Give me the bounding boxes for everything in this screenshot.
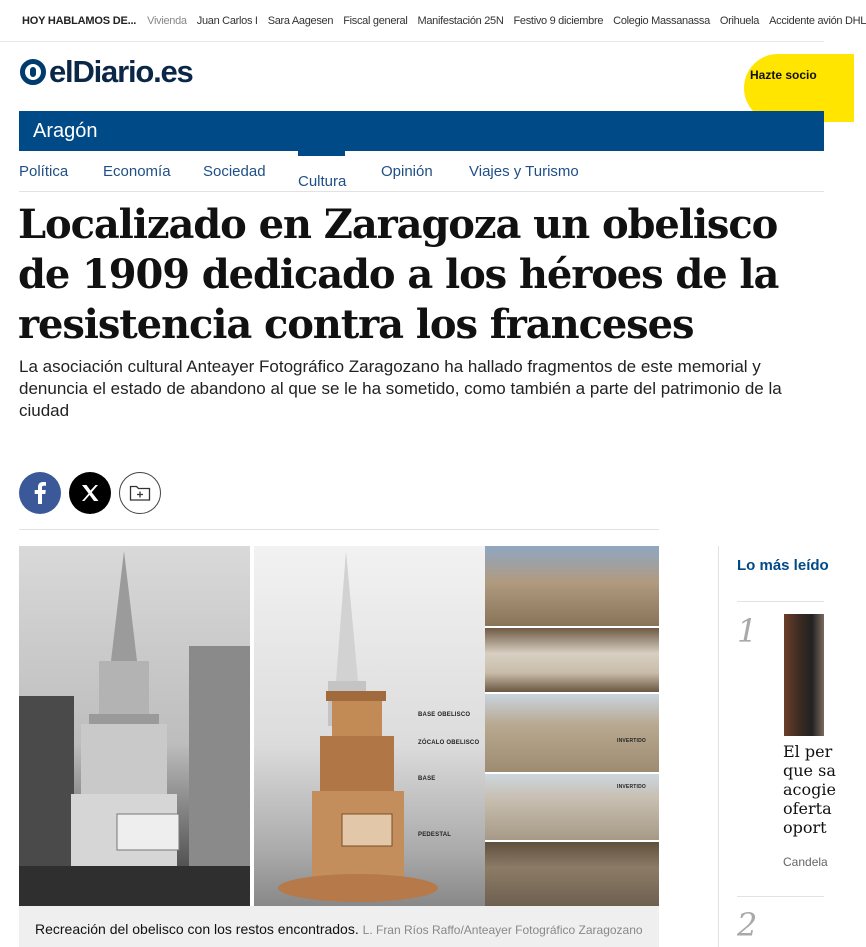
trending-bar — [0, 0, 866, 42]
most-read-headline[interactable] — [783, 742, 843, 837]
subnav-item-politica[interactable]: Política — [19, 163, 69, 180]
most-read-title: Lo más leído — [737, 557, 829, 574]
trending-tag[interactable]: Colegio Massanassa — [613, 14, 710, 27]
headline-line: acogie — [783, 780, 836, 799]
subnav-item-sociedad[interactable]: Sociedad — [203, 163, 266, 180]
trending-tag[interactable]: Fiscal general — [343, 14, 408, 27]
share-x-button[interactable] — [69, 472, 111, 514]
annotation-base: BASE — [418, 776, 436, 782]
fragment-photo-5 — [485, 842, 659, 906]
most-read-author: Candela — [783, 855, 828, 869]
subnav-item-economia[interactable]: Economía — [103, 163, 171, 180]
headline-line: oport — [783, 818, 827, 837]
save-to-folder-button[interactable] — [119, 472, 161, 514]
fragment-photo-4 — [485, 774, 659, 840]
logo-text: elDiario.es — [49, 54, 193, 89]
section-subnav — [19, 151, 824, 192]
trending-tag[interactable]: Manifestación 25N — [417, 14, 504, 27]
trending-label: HOY HABLAMOS DE... — [22, 14, 137, 27]
most-read-thumbnail[interactable] — [784, 614, 824, 736]
trending-tag[interactable]: Accidente avión DHL — [769, 14, 866, 27]
annotation-pedestal: PEDESTAL — [418, 832, 452, 838]
subscribe-label: Hazte socio — [750, 68, 817, 82]
article-headline: Localizado en Zaragoza un obelisco de 1909 dedicado a los héroes de la resistencia contra los franceses — [18, 201, 779, 348]
trending-tag[interactable]: Juan Carlos I — [196, 14, 258, 27]
site-header — [0, 42, 824, 110]
subnav-item-viajes[interactable]: Viajes y Turismo — [469, 163, 579, 180]
subnav-item-cultura[interactable]: Cultura — [298, 173, 347, 190]
folder-add-icon — [129, 484, 151, 502]
annotation-invertido: INVERTIDO — [617, 738, 647, 744]
x-icon — [80, 483, 100, 503]
most-read-rank: 1 — [737, 612, 758, 650]
section-bar[interactable] — [19, 111, 824, 151]
logo-icon — [20, 59, 46, 85]
article-summary: La asociación cultural Anteayer Fotográfico Zaragozano ha hallado fragmentos de este memorial y denuncia el estado de abandono al que se le ha sometido, como también a parte del patrimonio de la ciudad — [19, 357, 782, 420]
subnav-item-opinion[interactable]: Opinión — [381, 163, 433, 180]
obelisk-reconstruction-drawing — [254, 546, 485, 906]
trending-tag[interactable]: Festivo 9 diciembre — [513, 14, 604, 27]
headline-line: que sa — [783, 761, 836, 780]
most-read-rank: 2 — [737, 906, 758, 944]
sidebar-divider — [737, 896, 824, 897]
trending-tag[interactable]: Vivienda — [147, 14, 187, 27]
trending-tag[interactable]: Orihuela — [719, 14, 760, 27]
trending-tag[interactable]: Sara Aagesen — [267, 14, 334, 27]
headline-line: El per — [783, 742, 833, 761]
annotation-invertido: INVERTIDO — [617, 784, 647, 790]
article-main-image[interactable] — [19, 546, 659, 906]
subnav-active-indicator — [298, 151, 345, 156]
reconstruction-panel — [254, 546, 485, 906]
sidebar-divider — [737, 601, 824, 602]
annotation-base-obelisco: BASE OBELISCO — [418, 712, 471, 718]
image-caption — [19, 906, 659, 947]
headline-line: oferta — [783, 799, 832, 818]
obelisk-historic-drawing — [19, 546, 250, 906]
caption-credit: L. Fran Ríos Raffo/Anteayer Fotográfico Zaragozano — [362, 923, 643, 937]
facebook-icon — [33, 482, 47, 504]
site-logo[interactable] — [20, 54, 193, 90]
fragment-photo-1 — [485, 546, 659, 626]
share-divider — [19, 529, 659, 530]
historic-photo-panel — [19, 546, 250, 906]
annotation-zocalo: ZÓCALO OBELISCO — [418, 740, 480, 746]
share-facebook-button[interactable] — [19, 472, 61, 514]
fragments-panel — [485, 546, 659, 906]
fragment-photo-3 — [485, 694, 659, 772]
share-bar — [19, 472, 161, 514]
caption-text: Recreación del obelisco con los restos encontrados. — [35, 921, 359, 937]
fragment-photo-2 — [485, 628, 659, 692]
sidebar-rule — [718, 546, 719, 947]
section-title: Aragón — [33, 119, 98, 142]
